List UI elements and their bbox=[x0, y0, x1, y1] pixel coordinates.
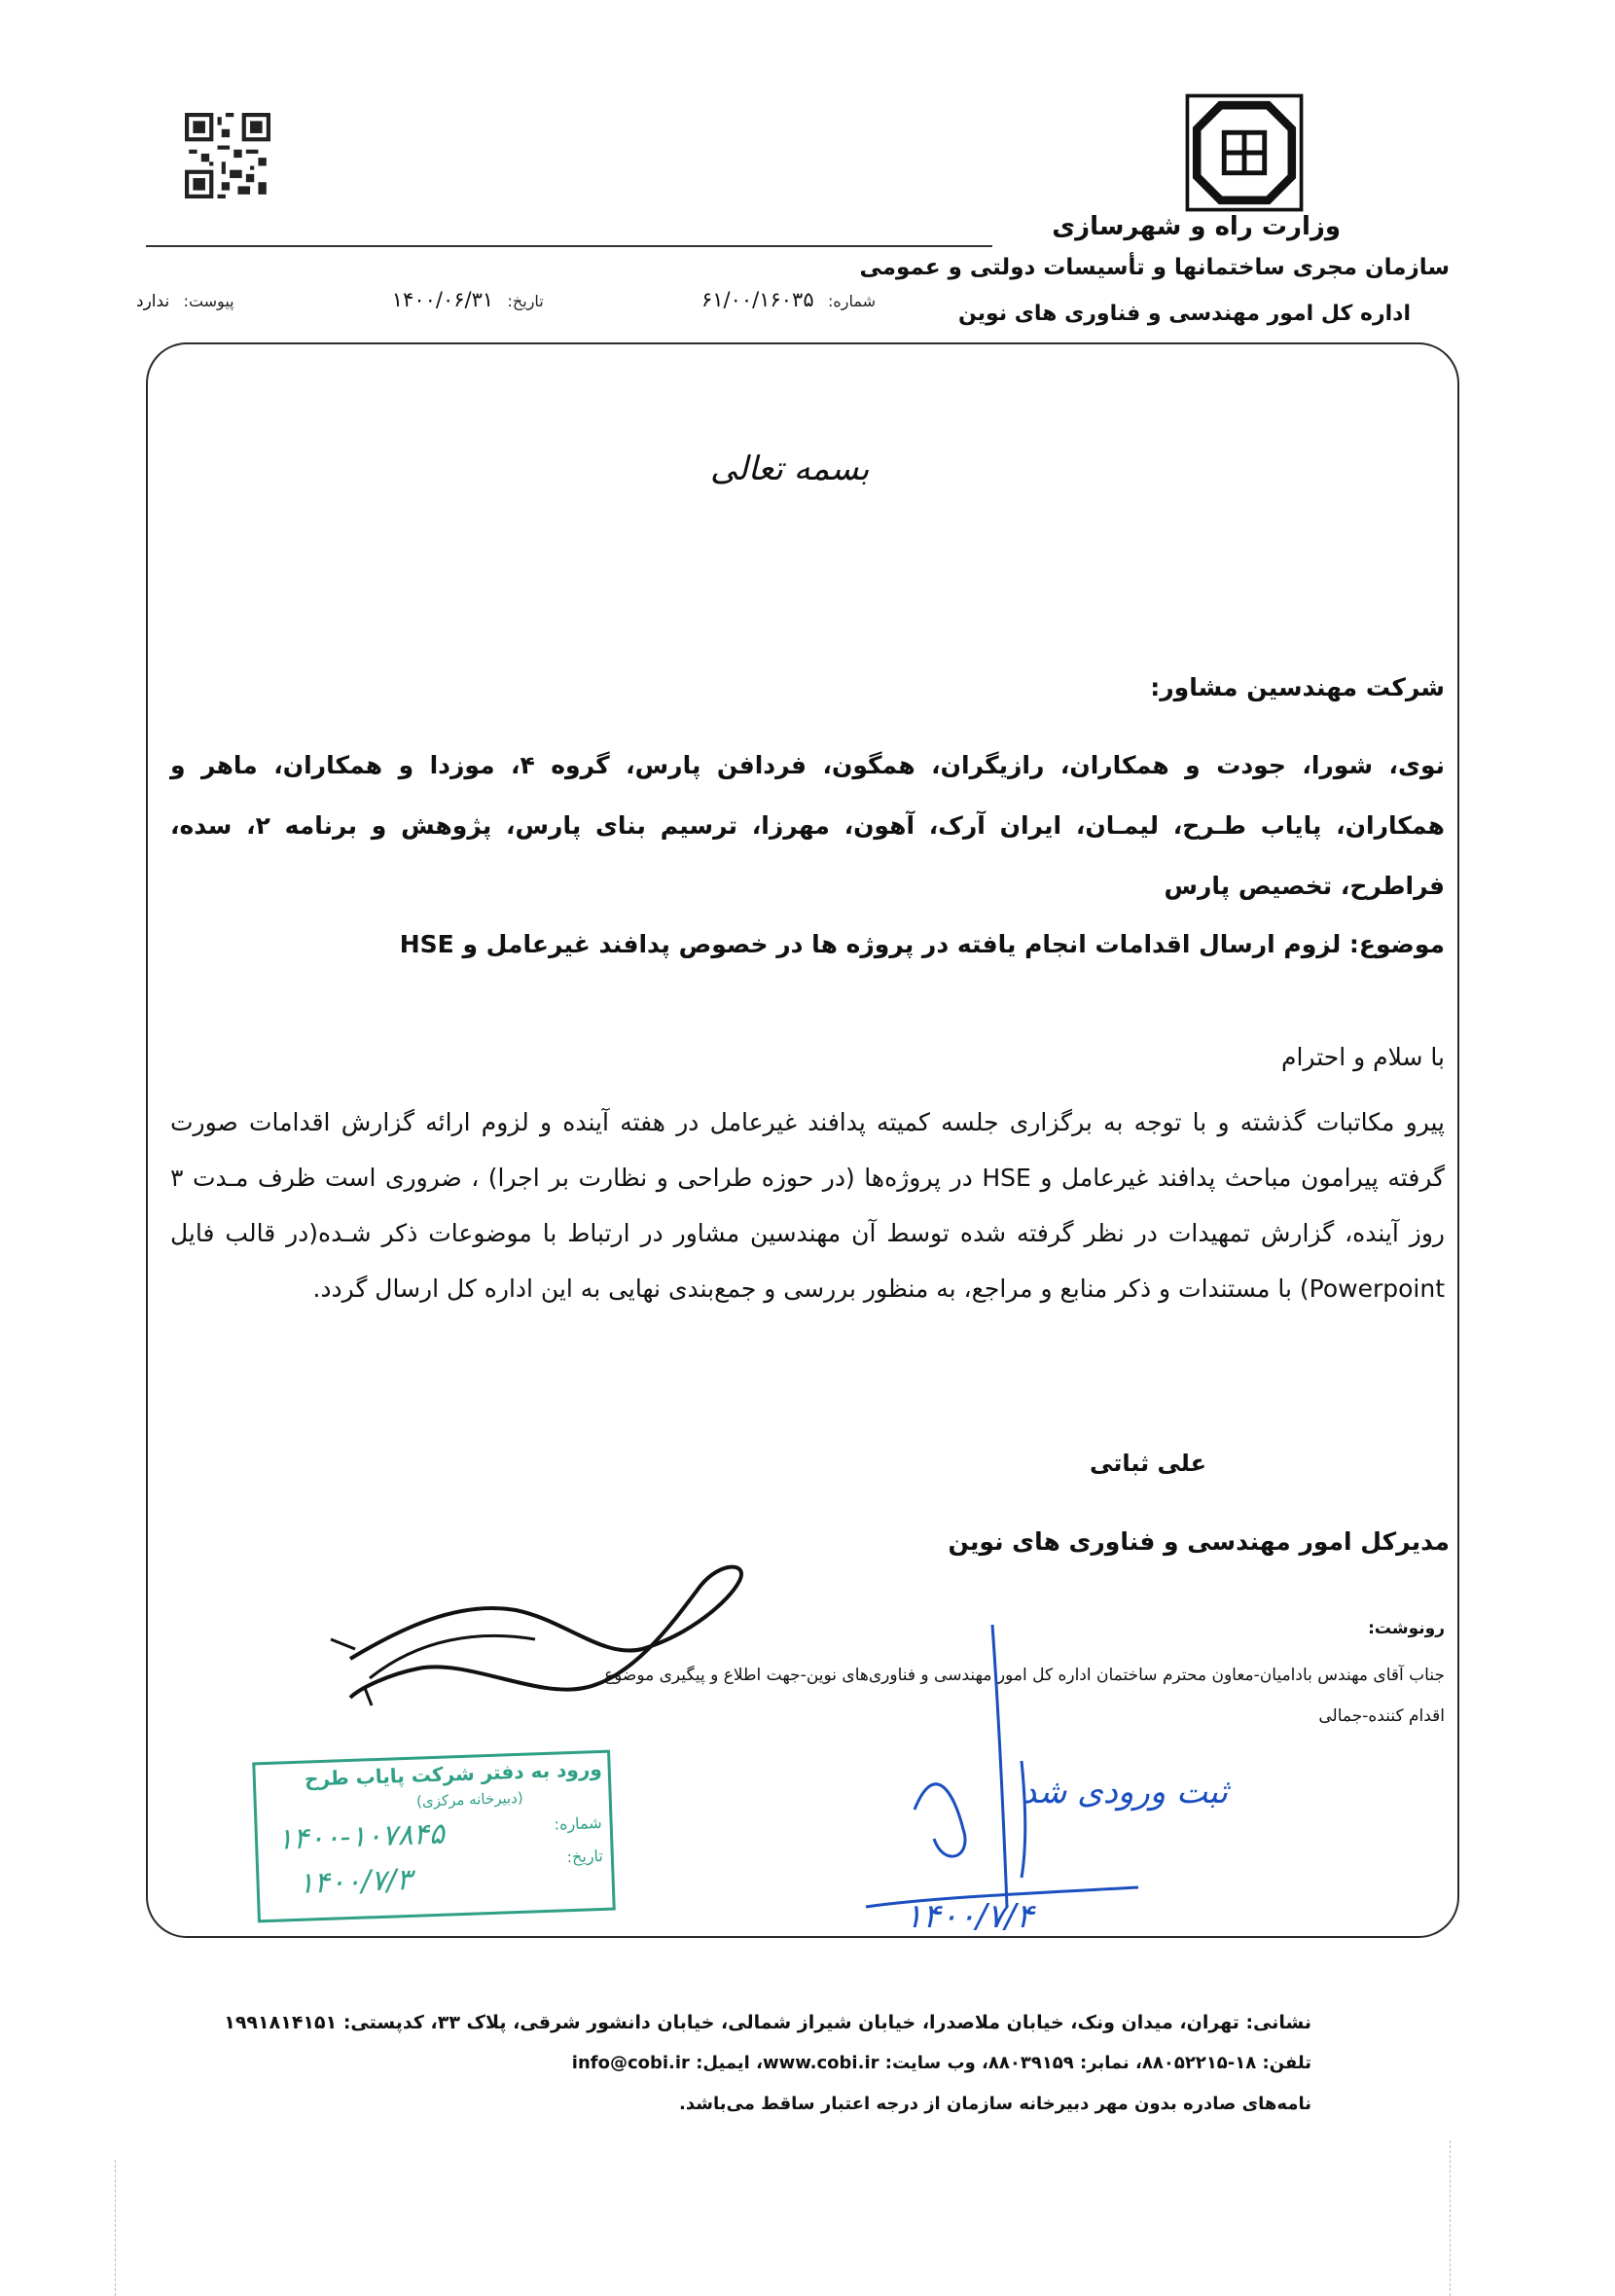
letter-body: پیرو مکاتبات گذشته و با توجه به برگزاری جلسه کمیته پدافند غیرعامل در هفته آینده و لزوم ارائه گزارش اقدامات صورت گرفته پیرامون مباحث پدافند غیرعامل و HSE در پروژه‌ها (در حوزه طراحی و نظارت بر اجرا) ، ضروری است ظرف مـدت ۳ روز آینده، گزارش تمهیدات در نظر گرفته شده توسط آن مهندسین مشاور در ارتباط با موضوعات ذکر شـده(در قالب فایل Powerpoint) با مستندات و ذکر منابع و مراجع، به منظور بررسی و جمع‌بندی نهایی به این اداره کل ارسال گردد. bbox=[170, 1108, 1445, 1303]
attachment-label: پیوست: bbox=[183, 292, 234, 310]
ministry-logo bbox=[1185, 93, 1304, 212]
department-name: اداره کل امور مهندسی و فناوری های نوین bbox=[957, 302, 1411, 326]
stamp-subtitle: (دبیرخانه مرکزی) bbox=[415, 1788, 523, 1811]
cc-line-2: اقدام کننده-جمالی bbox=[1318, 1706, 1445, 1726]
stamp-title: ورود به دفتر شرکت پایاب طرح bbox=[304, 1756, 603, 1791]
letter-date bbox=[392, 288, 544, 311]
stamp-date-label: تاریخ: bbox=[566, 1846, 604, 1867]
recipient-heading: شرکت مهندسین مشاور: bbox=[1150, 673, 1445, 701]
handwritten-note: ثبت ورودی شد bbox=[1022, 1773, 1229, 1812]
letter-subject: موضوع: لزوم ارسال اقدامات انجام یافته در پروژه ها در خصوص پدافند غیرعامل و HSE bbox=[399, 930, 1445, 958]
header-divider bbox=[146, 245, 992, 247]
qr-code bbox=[185, 113, 270, 198]
number-label: شماره: bbox=[827, 292, 876, 310]
recipient-list: نوی، شورا، جودت و همکاران، رازیگران، همگون، فردافن پارس، گروه ۴، موزدا و همکاران، ماهر و همکاران، پایاب طـرح، لیمـان، ایران آرک، آهون، مهرزا، ترسیم بنای پارس، پژوهش و برنامه ۲، سده، فراطرح، تخصیص پارس bbox=[170, 751, 1446, 900]
letter-number bbox=[701, 288, 876, 311]
footer-address: نشانی: تهران، میدان ونک، خیابان ملاصدرا، خیابان شیراز شمالی، خیابان دانشور شرقی، پلاک ۳۳، کدپستی: ۱۹۹۱۸۱۴۱۵۱ bbox=[224, 2012, 1311, 2033]
handwritten-initials bbox=[856, 1615, 1148, 1926]
footer-notice: نامه‌های صادره بدون مهر دبیرخانه سازمان از درجه اعتبار ساقط می‌باشد. bbox=[679, 2094, 1311, 2114]
date-value: ۱۴۰۰/۰۶/۳۱ bbox=[391, 288, 494, 311]
bismillah: بسمه تعالی bbox=[710, 449, 870, 488]
organization-name: سازمان مجری ساختمانها و تأسیسات دولتی و عمومی bbox=[859, 255, 1450, 280]
ministry-name: وزارت راه و شهرسازی bbox=[1052, 212, 1341, 241]
scan-edge-right bbox=[1450, 2140, 1451, 2296]
signer-title: مدیرکل امور مهندسی و فناوری های نوین bbox=[948, 1527, 1450, 1556]
cc-label: رونوشت: bbox=[1368, 1619, 1445, 1638]
stamp-number-label: شماره: bbox=[554, 1812, 602, 1834]
attachment-value: ندارد bbox=[136, 292, 170, 311]
cc-line-1: جناب آقای مهندس بادامیان-معاون محترم ساختمان اداره کل امور مهندسی و فناوری‌های نوین-جهت اطلاع و پیگیری موضوع bbox=[603, 1666, 1445, 1685]
signer-name: علی ثباتی bbox=[1090, 1450, 1206, 1477]
scan-edge-left bbox=[115, 2160, 116, 2296]
stamp-date-handwritten: ۱۴۰۰/۷/۳ bbox=[298, 1862, 413, 1901]
handwritten-date: ۱۴۰۰/۷/۴ bbox=[905, 1897, 1034, 1936]
stamp-number-handwritten: ۱۴۰۰-۱۰۷۸۴۵ bbox=[276, 1816, 446, 1857]
letter-attachment bbox=[136, 288, 234, 311]
number-value: ۶۱/۰۰/۱۶۰۳۵ bbox=[700, 288, 814, 311]
letter-meta bbox=[136, 284, 876, 315]
date-label: تاریخ: bbox=[507, 292, 544, 310]
signature bbox=[311, 1542, 778, 1717]
receipt-stamp bbox=[252, 1750, 616, 1923]
footer-contact: تلفن: ۱۸-۸۸۰۵۲۲۱۵، نمابر: ۸۸۰۳۹۱۵۹، وب سایت: www.cobi.ir، ایمیل: info@cobi.ir bbox=[571, 2053, 1311, 2073]
greeting: با سلام و احترام bbox=[1281, 1043, 1445, 1071]
